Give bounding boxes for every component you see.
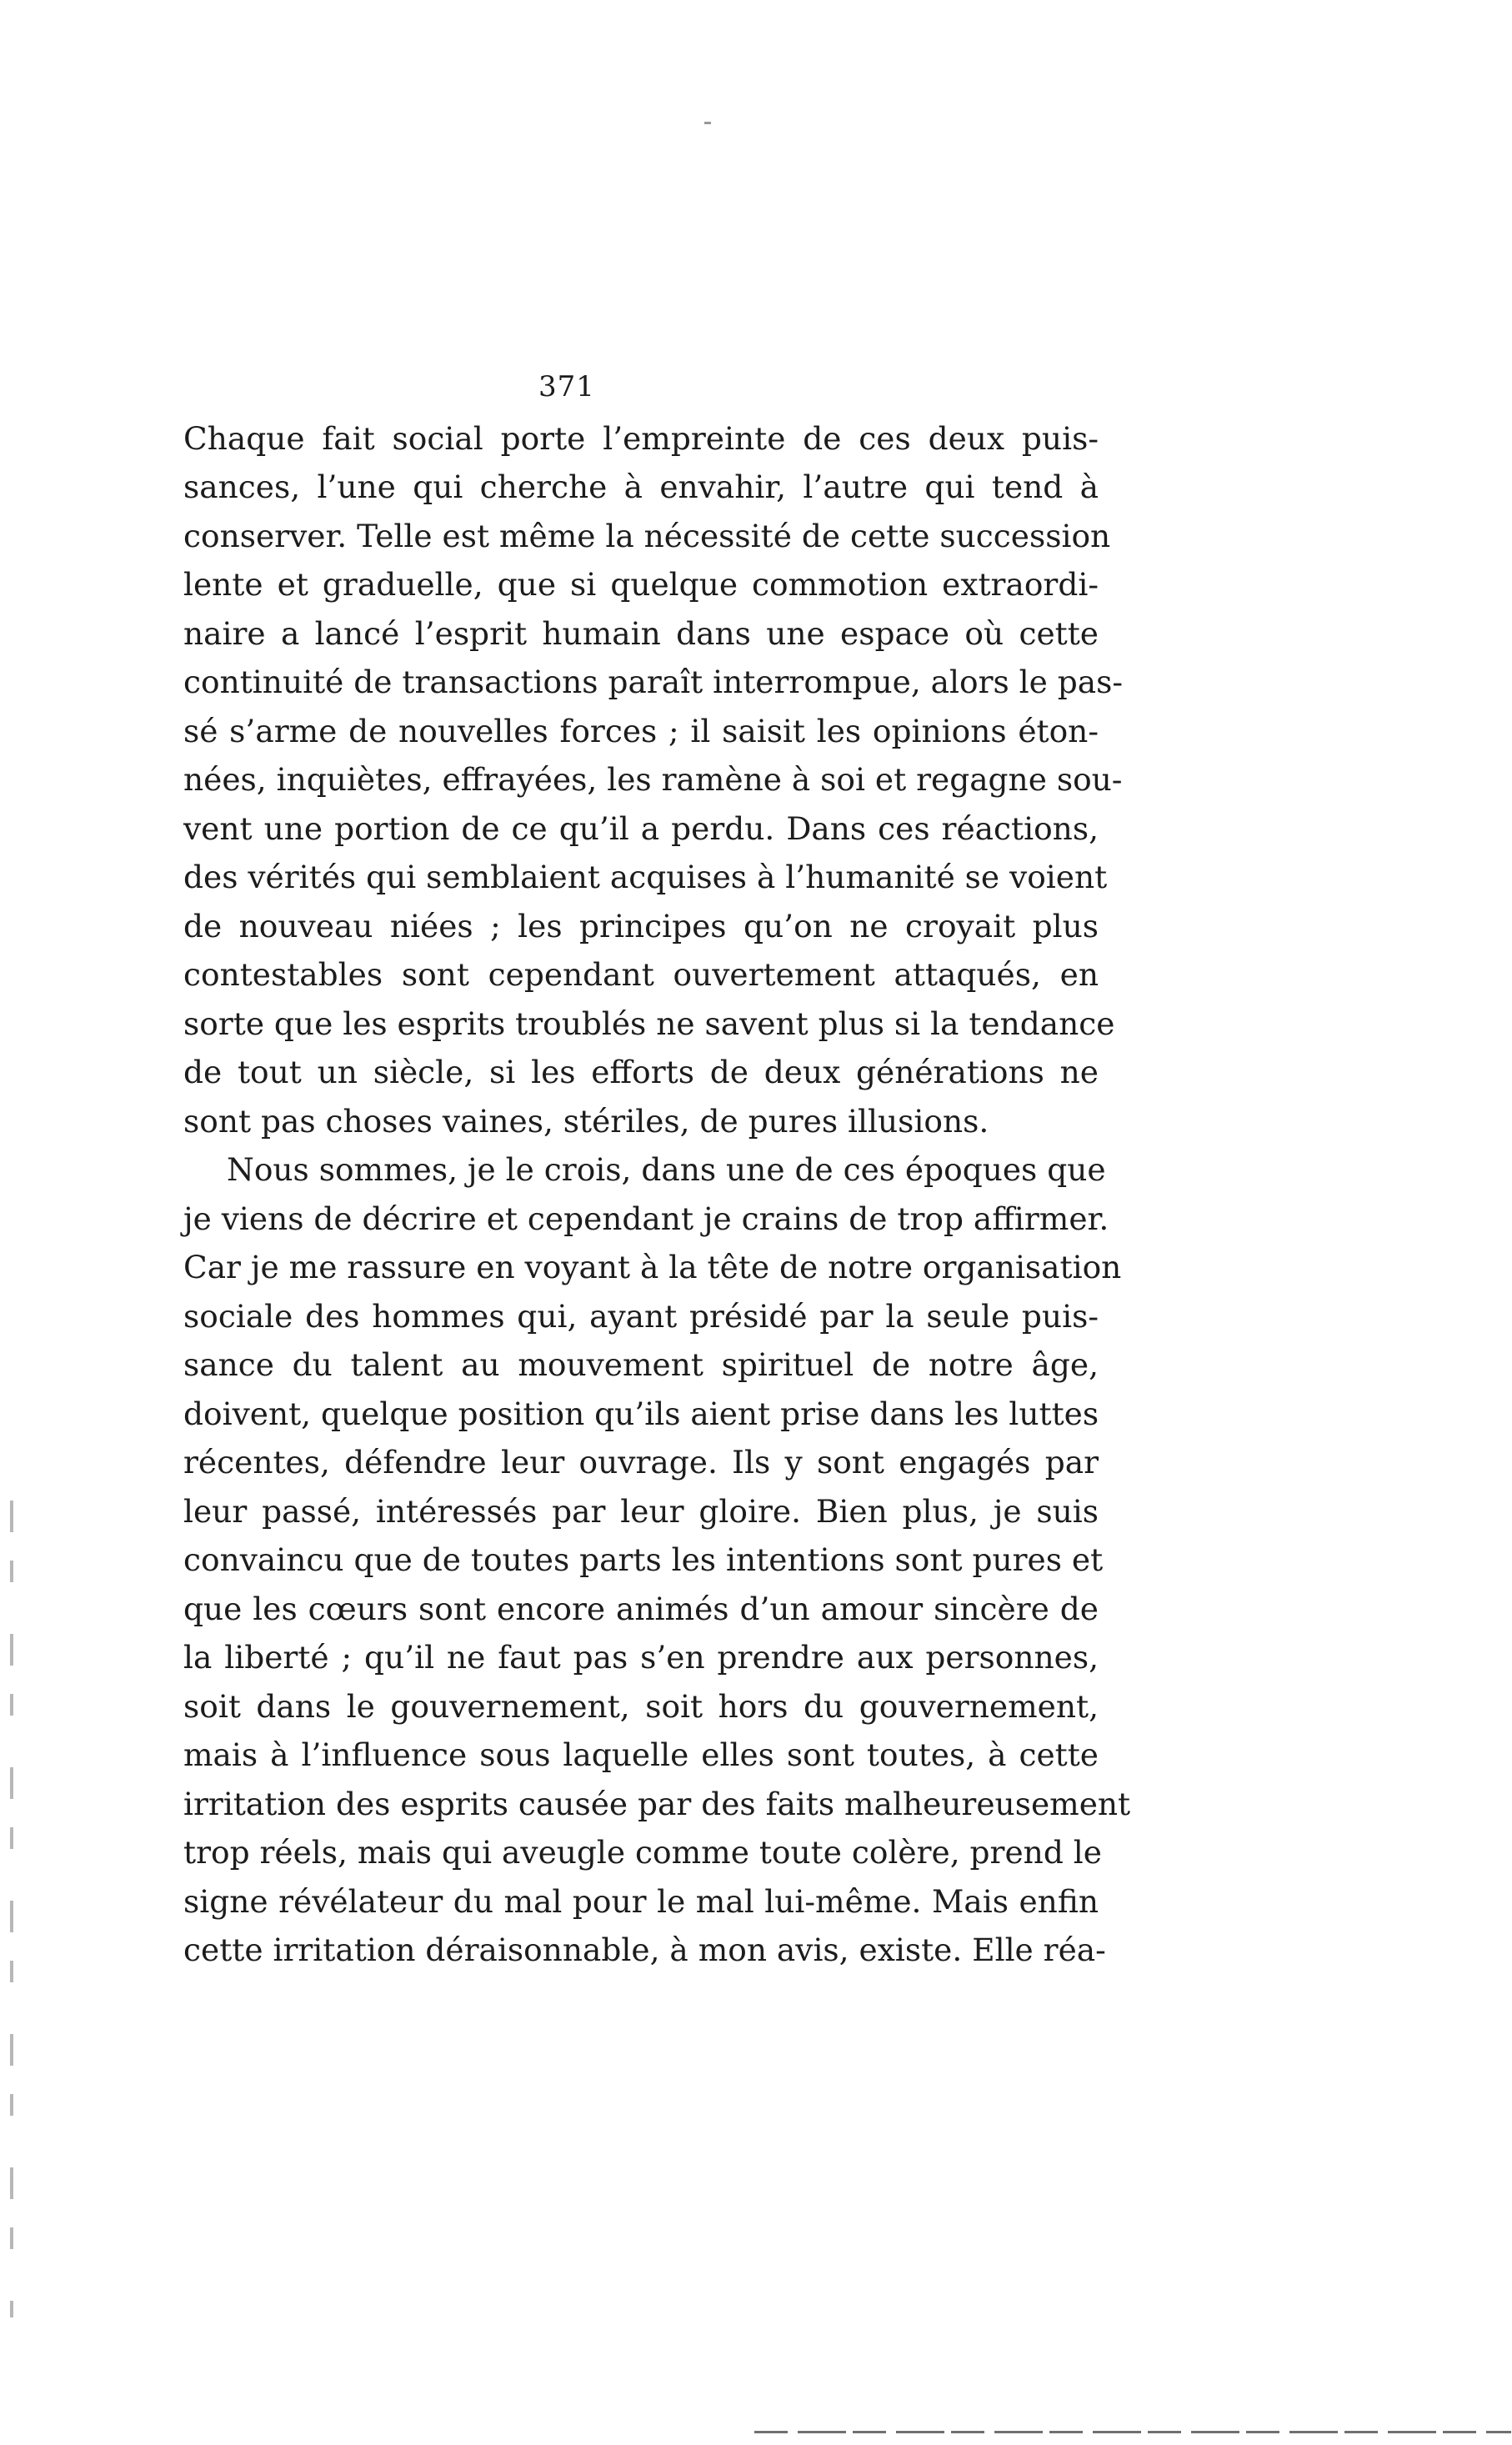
paper-speck bbox=[704, 122, 711, 124]
text-line: irritation des esprits causée par des faits malheureusement bbox=[183, 1786, 1131, 1822]
text-line: convaincu que de toutes parts les intentions sont pures et bbox=[183, 1541, 1104, 1578]
text-line: lente et graduelle, que si quelque commotion extraordi- bbox=[183, 566, 1099, 603]
text-line: je viens de décrire et cependant je crains de trop affirmer. bbox=[183, 1200, 1109, 1237]
text-line: la liberté ; qu’il ne faut pas s’en prendre aux personnes, bbox=[183, 1639, 1099, 1676]
scan-bottom-edge bbox=[754, 2431, 1511, 2433]
text-line: sont pas choses vaines, stériles, de pures illusions. bbox=[183, 1103, 989, 1140]
text-line: cette irritation déraisonnable, à mon avis, existe. Elle réa- bbox=[183, 1931, 1106, 1968]
text-line: sorte que les esprits troublés ne savent plus si la tendance bbox=[183, 1005, 1115, 1042]
scan-margin-marks bbox=[10, 1501, 13, 2317]
text-line: vent une portion de ce qu’il a perdu. Dans ces réactions, bbox=[183, 810, 1099, 847]
text-line: Car je me rassure en voyant à la tête de notre organisation bbox=[183, 1249, 1122, 1285]
text-line: continuité de transactions paraît interrompue, alors le pas- bbox=[183, 664, 1124, 700]
text-line: de nouveau niées ; les principes qu’on ne croyait plus bbox=[183, 908, 1099, 944]
text-line: sé s’arme de nouvelles forces ; il saisit les opinions éton- bbox=[183, 713, 1099, 749]
text-line: doivent, quelque position qu’ils aient prise dans les luttes bbox=[183, 1395, 1099, 1432]
page-number: 371 bbox=[538, 370, 595, 403]
text-line: sance du talent au mouvement spirituel de notre âge, bbox=[183, 1346, 1099, 1383]
text-line: de tout un siècle, si les efforts de deux générations ne bbox=[183, 1054, 1099, 1090]
text-line: récentes, défendre leur ouvrage. Ils y sont engagés par bbox=[183, 1444, 1099, 1481]
text-line: mais à l’influence sous laquelle elles sont toutes, à cette bbox=[183, 1736, 1099, 1773]
text-line: soit dans le gouvernement, soit hors du gouvernement, bbox=[183, 1688, 1099, 1725]
text-line: que les cœurs sont encore animés d’un amour sincère de bbox=[183, 1591, 1099, 1627]
text-line: trop réels, mais qui aveugle comme toute colère, prend le bbox=[183, 1834, 1102, 1871]
paragraph-start-line: Nous sommes, je le crois, dans une de ces époques que bbox=[227, 1151, 1106, 1188]
text-line: naire a lancé l’esprit humain dans une espace où cette bbox=[183, 615, 1099, 652]
text-line: signe révélateur du mal pour le mal lui-même. Mais enfin bbox=[183, 1883, 1099, 1920]
text-line: nées, inquiètes, effrayées, les ramène à soi et regagne sou- bbox=[183, 761, 1123, 798]
text-line: sociale des hommes qui, ayant présidé par la seule puis- bbox=[183, 1298, 1099, 1335]
text-line: Chaque fait social porte l’empreinte de ces deux puis- bbox=[183, 420, 1099, 457]
text-line: des vérités qui semblaient acquises à l’humanité se voient bbox=[183, 859, 1108, 895]
text-line: leur passé, intéressés par leur gloire. Bien plus, je suis bbox=[183, 1493, 1099, 1530]
text-line: contestables sont cependant ouvertement attaqués, en bbox=[183, 956, 1099, 993]
text-line: sances, l’une qui cherche à envahir, l’autre qui tend à bbox=[183, 468, 1099, 505]
text-line: conserver. Telle est même la nécessité de cette succession bbox=[183, 518, 1111, 554]
